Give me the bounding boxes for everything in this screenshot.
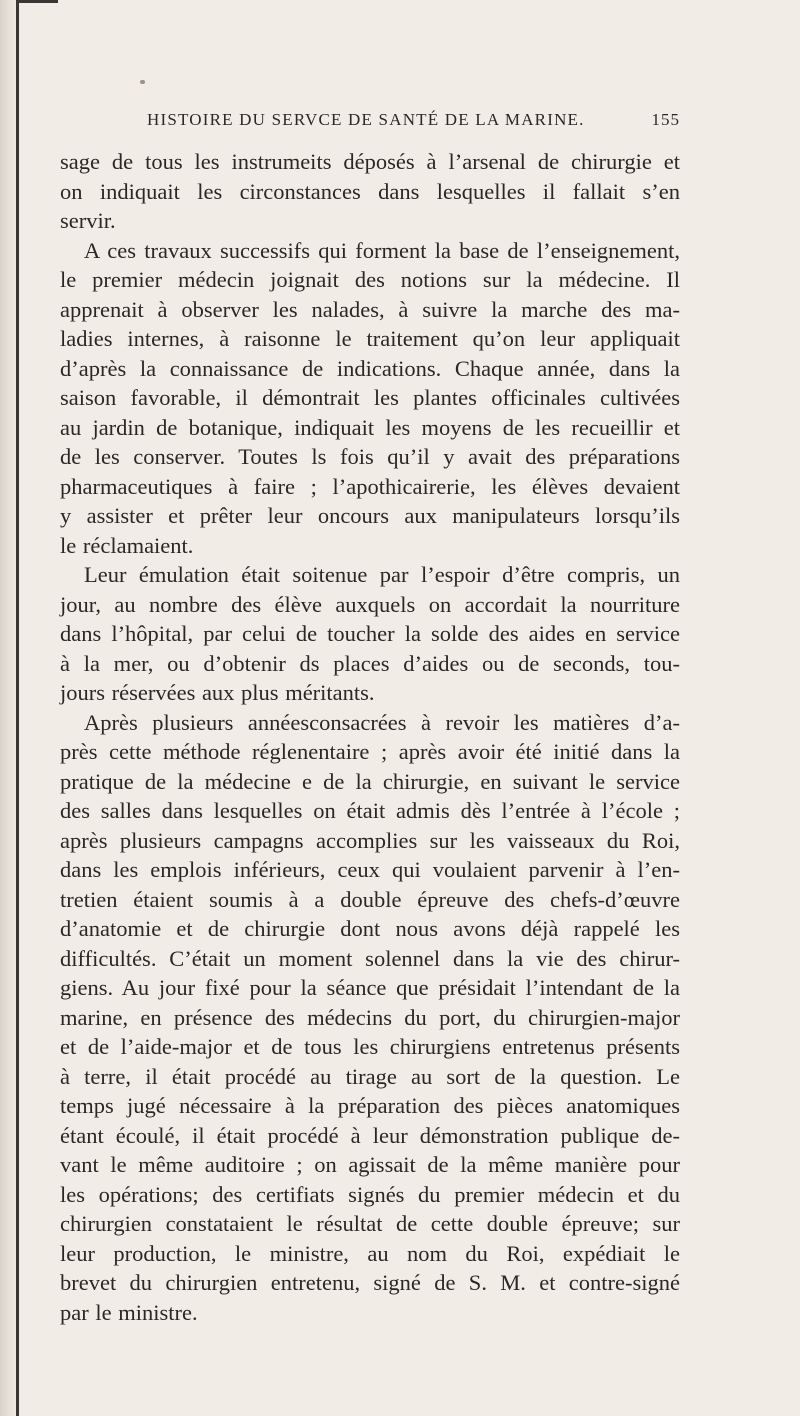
text-line: brevet du chirurgien entretenu, signé de S. M. et contre-signé [60,1270,680,1295]
running-head [60,110,680,140]
text-line: vant le même auditoire ; on agissait de la même manière pour [60,1152,680,1177]
text-line: jours réservées aux plus méritants. [60,680,375,705]
text-line: par le ministre. [60,1299,198,1325]
text-line: après plusieurs campagns accomplies sur les vaisseaux du Roi, [60,827,680,853]
page-number: 155 [651,110,680,129]
text-line: giens. Au jour fixé pour la séance que présidait l’intendant de la [60,975,680,1000]
ink-speck [140,80,145,84]
text-line: le premier médecin joignait des notions sur la médecine. Il [60,267,680,292]
text-line: sage de tous les instrumeits déposés à l’arsenal de chirurgie et [60,149,680,174]
text-line: apprenait à observer les nalades, à suivre la marche des ma- [60,296,680,322]
text-line: tretien étaient soumis à a double épreuve des chefs-d’œuvre [60,886,680,912]
text-line: d’après la connaissance de indications. Chaque année, dans la [60,355,680,381]
text-line: et de l’aide-major et de tous les chirurgiens entretenus présents [60,1034,680,1059]
paragraph-start-line: Leur émulation était soitenue par l’espoir d’être compris, un [84,562,680,587]
text-line: pharmaceutiques à faire ; l’apothicairerie, les élèves devaient [60,473,680,499]
paragraph-start-line: Après plusieurs annéesconsacrées à revoir les matières d’a- [84,709,680,735]
text-line: marine, en présence des médecins du port, du chirurgien-major [60,1004,680,1030]
text-line: au jardin de botanique, indiquait les moyens de les recueillir et [60,414,680,440]
text-line: le réclamaient. [60,532,194,558]
body-text [60,147,680,1327]
text-line: temps jugé nécessaire à la préparation des pièces anatomiques [60,1093,680,1118]
text-line: ladies internes, à raisonne le traitement qu’on leur appliquait [60,326,680,351]
text-line: de les conserver. Toutes ls fois qu’il y avait des préparations [60,444,680,469]
text-line: on indiquait les circonstances dans lesquelles il fallait s’en [60,178,680,204]
text-line: leur production, le ministre, au nom du Roi, expédiait le [60,1240,680,1266]
binding-corner-mark [16,0,58,3]
text-line: dans les emplois inférieurs, ceux qui voulaient parvenir à l’en- [60,857,680,882]
text-line: des salles dans lesquelles on était admis dès l’entrée à l’école ; [60,798,680,823]
text-line: à terre, il était procédé au tirage au sort de la question. Le [60,1063,680,1089]
text-line: y assister et prêter leur oncours aux manipulateurs lorsqu’ils [60,503,680,528]
text-line: près cette méthode réglenentaire ; après avoir été initié dans la [60,739,680,764]
text-line: à la mer, ou d’obtenir ds places d’aides ou de seconds, tou- [60,650,680,676]
text-line: chirurgien constataient le résultat de cette double épreuve; sur [60,1211,680,1236]
text-line: étant écoulé, il était procédé à leur démonstration publique de- [60,1122,680,1148]
text-line: les opérations; des certifiats signés du premier médecin et du [60,1181,680,1207]
paragraph-start-line: A ces travaux successifs qui forment la base de l’enseignement, [84,237,680,263]
text-line: servir. [60,208,116,233]
text-line: saison favorable, il démontrait les plantes officinales cultivées [60,385,680,410]
text-line: difficultés. C’était un moment solennel dans la vie des chirur- [60,945,680,971]
text-line: d’anatomie et de chirurgie dont nous avons déjà rappelé les [60,916,680,941]
text-line: dans l’hôpital, par celui de toucher la solde des aides en service [60,621,680,646]
binding-line [16,0,19,1416]
running-head-title: HISTOIRE DU SERVCE DE SANTÉ DE LA MARINE. [147,110,585,129]
text-line: jour, au nombre des élève auxquels on accordait la nourriture [60,591,680,617]
text-line: pratique de la médecine e de la chirurgie, en suivant le service [60,768,680,794]
